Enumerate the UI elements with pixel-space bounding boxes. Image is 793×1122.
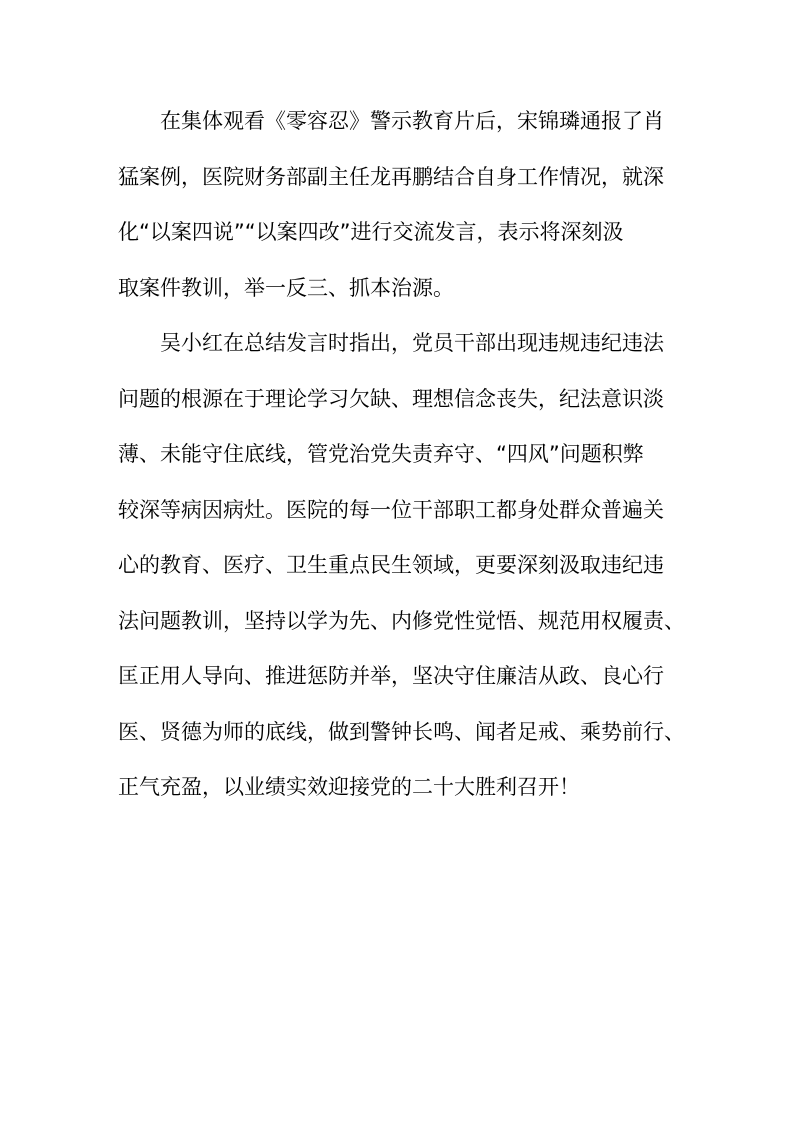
paragraph-line: 问题的根源在于理论学习欠缺、理想信念丧失，纪法意识淡 (118, 386, 664, 411)
paragraph-line: 猛案例，医院财务部副主任龙再鹏结合自身工作情况，就深 (118, 164, 664, 189)
paragraph-line: 取案件教训，举一反三、抓本治源。 (118, 275, 454, 300)
paragraph-line: 医、贤德为师的底线，做到警钟长鸣、闻者足戒、乘势前行、 (118, 719, 685, 744)
paragraph-line: 吴小红在总结发言时指出，党员干部出现违规违纪违法 (160, 331, 664, 355)
paragraph-line: 在集体观看《零容忍》警示教育片后，宋锦璘通报了肖 (160, 109, 664, 133)
paragraph-line: 匡正用人导向、推进惩防并举，坚决守住廉洁从政、良心行 (118, 664, 664, 688)
paragraph-line: 薄、未能守住底线，管党治党失责弃守、“四风”问题积弊 (118, 442, 644, 466)
paragraph-summary (118, 316, 685, 816)
paragraph-line: 化“以案四说”“以案四改”进行交流发言，表示将深刻汲 (118, 220, 624, 244)
document-body (118, 94, 685, 816)
paragraph-line: 较深等病因病灶。医院的每一位干部职工都身处群众普遍关 (118, 497, 664, 522)
paragraph-line: 心的教育、医疗、卫生重点民生领域，更要深刻汲取违纪违 (118, 553, 664, 577)
paragraph-report (118, 94, 678, 316)
paragraph-line: 正气充盈，以业绩实效迎接党的二十大胜利召开！ (118, 775, 580, 799)
paragraph-line: 法问题教训，坚持以学为先、内修党性觉悟、规范用权履责、 (118, 608, 685, 633)
